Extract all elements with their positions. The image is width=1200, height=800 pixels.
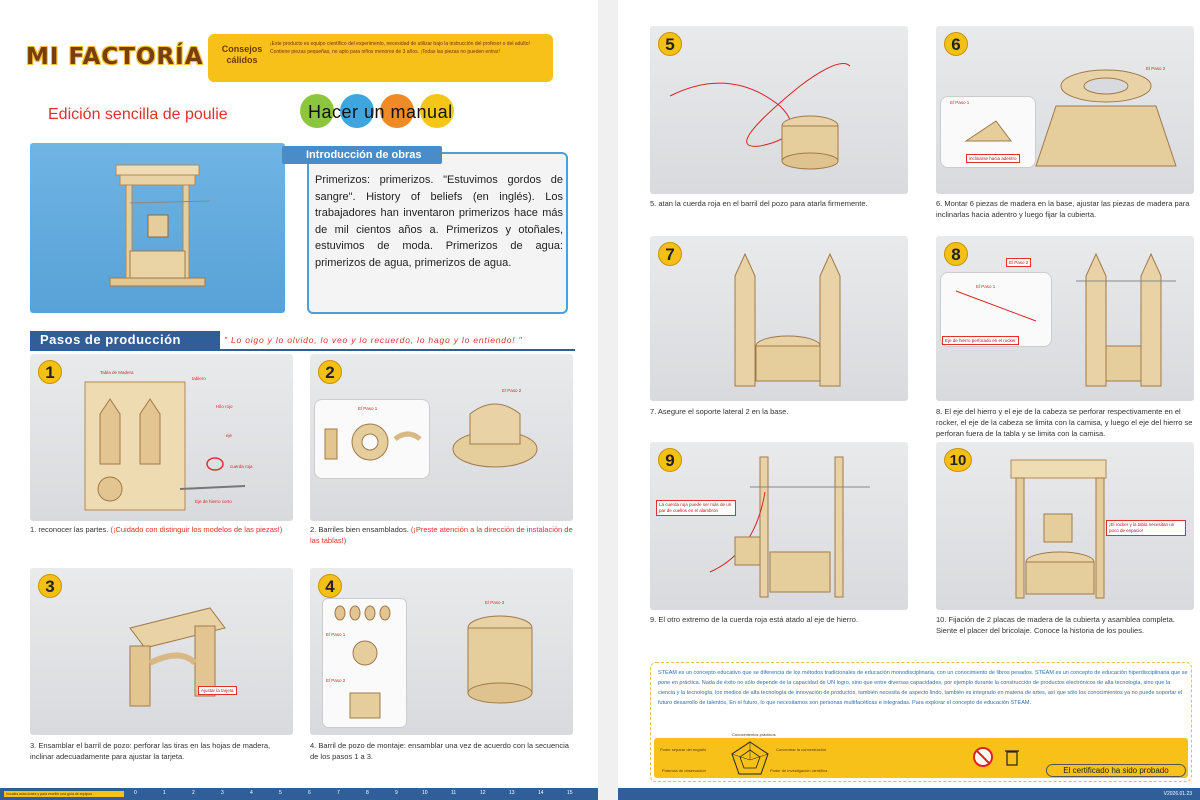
step-1-photo [30,354,293,521]
part-label: Eje de hierro corto [195,499,232,504]
step-2-photo [310,354,573,521]
ruler-number: 1 [163,790,166,796]
right-page [618,0,1200,800]
base-assembly-illustration [936,26,1194,194]
caption-text: 1. reconocer las partes. [30,525,111,534]
annotation-box: El Paso 2 [1006,258,1031,267]
ruler-number: 6 [308,790,311,796]
step-label: El Paso 2 [502,388,522,393]
pentagon-icon [730,740,770,776]
rocker-illustration [936,236,1194,401]
part-label: tablero [192,376,206,381]
step-number-badge: 2 [318,360,342,384]
barrel-illustration [310,354,573,521]
step-2-caption [310,524,573,546]
step-10-caption: 10. Fijación de 2 placas de madera de la cubierta y asamblea completa. Siente el placer del bricolaje. Conoce la historia de los poulies. [936,615,1175,635]
step-label: El Paso 2 [326,678,346,683]
annotation-box: Eje de hierro perforado en el rocker [942,336,1019,345]
step-number-badge: 5 [658,32,682,56]
ruler-number: 5 [279,790,282,796]
part-label: eje [226,433,233,438]
step-8-photo [936,236,1194,401]
step-label: El Paso 2 [1146,66,1166,71]
ruler-number: 14 [538,790,544,796]
step-7-caption: 7. Asegure el soporte lateral 2 en la base. [650,407,789,416]
skill-label: Conocimientos prácticos [732,732,776,737]
step-label: El Paso 3 [485,600,505,605]
steps-heading: Pasos de producción [30,331,220,349]
step-9-photo [650,442,908,610]
skill-label: Potencia de observación [662,768,706,773]
hero-photo [30,143,285,313]
step-3-caption: 3. Ensamblar el barril de pozo: perforar las tiras en las hojas de madera, inclinar adecuadamente para ajustar la tarjeta. [30,741,271,761]
ruler-number: 10 [422,790,428,796]
annotation-box: La cuerda roja puede ser más de un par de cuellos en el alambrón [656,500,736,516]
part-label: Hilo rojo [216,404,233,409]
step-number-badge: 4 [318,574,342,598]
caption-warning: (¡Cuidado con distinguir los modelos de las piezas!) [110,525,283,534]
bottom-ruler [0,788,598,800]
step-6-caption: 6. Montar 6 piezas de madera en la base, ajustar las piezas de madera para inclinarlas hacia adentro y luego fijar la cubierta. [936,199,1190,219]
side-supports-illustration [650,236,908,401]
barrel-assembly-illustration [30,568,293,735]
annotation-box: ¡El rocker y la tabla necesitan un poco de espacio! [1106,520,1186,536]
step-number-badge: 8 [944,242,968,266]
step-10-photo [936,442,1194,610]
bottom-ruler-right [618,788,1200,800]
step-number-badge: 9 [658,448,682,472]
step-4-photo [310,568,573,735]
steps-divider [30,349,575,351]
step-8-caption: 8. El eje del hierro y el eje de la cabeza se perforar respectivamente en el rocker, el eje de la cabeza se limita con la camisa, y luego el eje del hierro se perforan fuera de la tabla y se limita con la camisa. [936,407,1193,438]
intro-heading: Introducción de obras [282,146,442,164]
step-number-badge: 3 [38,574,62,598]
tips-title: Consejos cálidos [221,44,263,65]
part-label: Tabla de Madera [100,370,134,375]
step-6-photo [936,26,1194,194]
ruler-number: 9 [395,790,398,796]
intro-text: Primerizos: primerizos. "Estuvimos gordos de sangre". History of beliefs (en inglés). Los trabajadores han inventaron primerizos hace más de mil cientos años a. Primerizos y otoñales, estuvimos de moda. Primerizos de agua: primerizos de agua, primerizos de agua. [315,174,563,269]
step-label: El Paso 1 [358,406,378,411]
ruler-number: 0 [134,790,137,796]
step-label: El Paso 1 [976,284,996,289]
version-code: V2026.01.23 [1163,791,1192,797]
step-4-caption: 4. Barril de pozo de montaje: ensamblar una vez de acuerdo con la secuencia de los pasos 1 a 3. [310,741,569,761]
steam-text: STEAM es un concepto educativo que se diferencia de los métodos tradicionales de educación monodisciplinaria, con un conocimiento de libros pesados. STEAM es un concepto de educación hiperdisciplinaria que se pone en práctica. Nada de éxito no sólo depende de la capacidad de UN logro, sino que entre diversas capacidades, por ejemplo durante la construcción de productos electrónicos de alta tecnología, sino que la ciencia y la tecnología, los medios de alta tecnología de innovación de productos, también necesita de aspecto lindo, también es integrado en materia de artes, así que sólo los conocimientos ya no puede soportar el futuro desarrollo de talentos, En el futuro, lo que necesitamos son personas multifacéticas e integradas. Para explorar el concepto de educación STEAM. [658,670,1188,706]
manual-title-text: Hacer un manual [308,102,453,122]
step-number-badge: 1 [38,360,62,384]
ruler-number: 15 [567,790,573,796]
ruler-number: 3 [221,790,224,796]
red-string-illustration [650,26,908,194]
ruler-note: Vocales aranciones y para escribir una guía de equipos [4,791,124,797]
step-7-photo [650,236,908,401]
step-label: El Paso 1 [950,100,970,105]
annotation-box: inclinarse hacia adentro [966,154,1020,163]
page-gutter [598,0,618,800]
step-1-caption [30,524,293,535]
step-number-badge: 7 [658,242,682,266]
recycle-bin-icon [1004,746,1020,768]
ruler-number: 13 [509,790,515,796]
ruler-number: 11 [451,790,457,796]
ruler-number: 4 [250,790,253,796]
parts-illustration [30,354,293,521]
annotation-box: Ajustar la tarjeta [198,686,237,695]
step-5-caption: 5. atan la cuerda roja en el barril del pozo para atarla firmemente. [650,199,868,208]
no-small-parts-icon [972,746,994,768]
rope-tie-illustration [650,442,908,610]
skill-label: Poder de investigación científica [770,768,828,773]
step-number-badge: 10 [944,448,972,472]
tips-text: ¡Este producto es equipo científico del experimento, necesidad de utilizar bajo la instrucción del profesor o del adulto! Contiene piezas pequeñas, no apto para niños menores de 3 años. ¡Todas las piezas no pueden entrar! [270,41,530,55]
well-model-illustration [30,143,285,313]
step-3-photo [30,568,293,735]
left-page [0,0,598,800]
step-number-badge: 6 [944,32,968,56]
step-9-caption: 9. El otro extremo de la cuerda roja está atado al eje de hierro. [650,615,859,624]
ruler-number: 8 [366,790,369,796]
edition-title: Edición sencilla de poulie [48,106,228,123]
brand-logo: MI FACTORÍA [26,44,204,70]
skill-label: Concentrar la concentración [776,747,827,752]
step-5-photo [650,26,908,194]
certificate-badge: El certificado ha sido probado [1046,764,1186,777]
caption-warning: (¡Preste atención a la dirección de instalación de las tablas!) [310,525,573,545]
ruler-number: 7 [337,790,340,796]
part-label: cuerda roja [230,464,253,469]
ruler-number: 12 [480,790,486,796]
skill-label: Poder separar del engaño [660,747,707,752]
motto: " Lo oigo y lo olvido, lo veo y lo recuerdo, lo hago y lo entiendo! " [224,335,523,345]
well-barrel-illustration [310,568,573,735]
warm-tips-box [208,34,553,82]
step-label: El Paso 1 [326,632,346,637]
caption-text: 2. Barriles bien ensamblados. [310,525,411,534]
ruler-number: 2 [192,790,195,796]
